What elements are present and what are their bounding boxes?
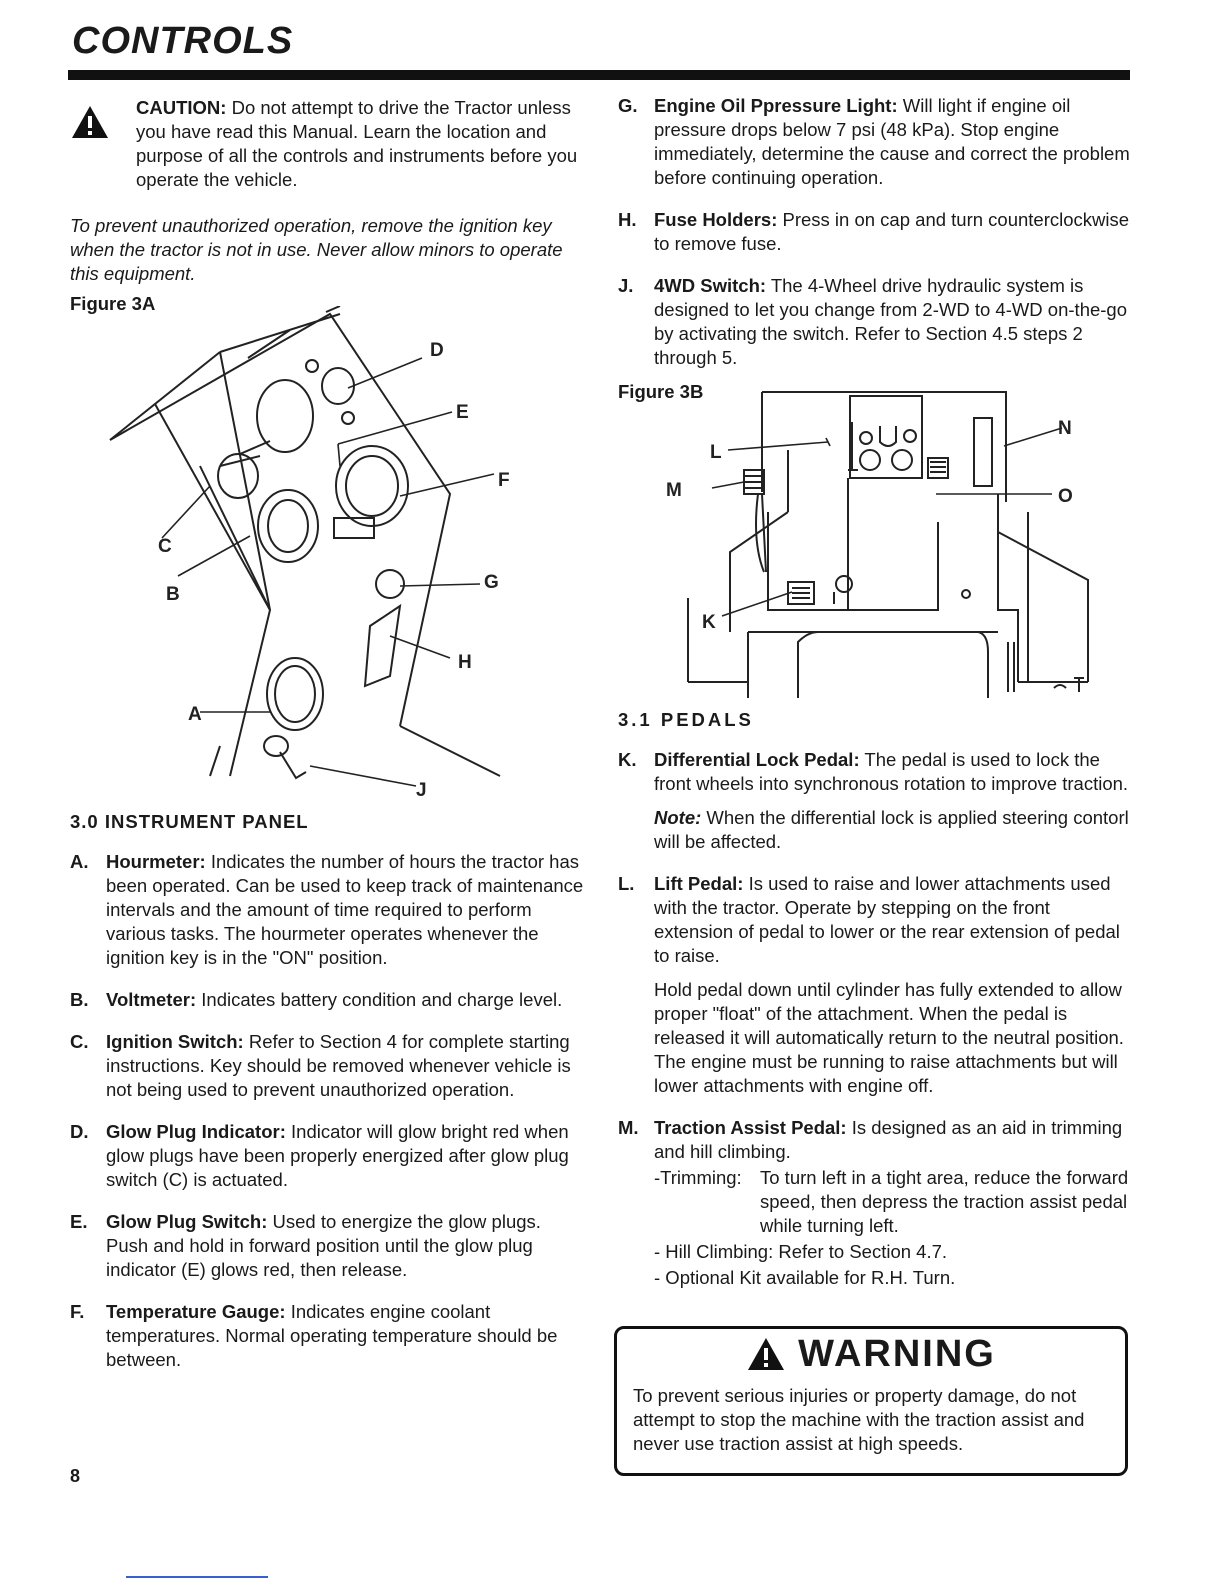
footer-line [126, 1576, 268, 1578]
optional-kit-row: - Optional Kit available for R.H. Turn. [654, 1267, 956, 1288]
item-a: A. Hourmeter: Indicates the number of hours the tractor has been operated. Can be used to keep track of maintenance intervals and the amount of time required to perform various tasks. The hourmeter operates whenever the ignition key is in the "ON" position. [70, 851, 584, 968]
trimming-row: -Trimming: To turn left in a tight area, reduce the forward speed, then depress the traction assist pedal while turning left. [654, 1167, 1129, 1236]
caution-block [70, 96, 586, 192]
warning-header [617, 1333, 1125, 1376]
warning-box [614, 1326, 1128, 1476]
callout-l: L [710, 442, 722, 463]
item-l: L. Lift Pedal: Is used to raise and lower attachments used with the tractor. Operate by stepping on the front extension of pedal to lower or the rear extension of pedal to raise. Hold pedal down until cylinder has fully extended to allow proper "float" of the attachment. When the pedal is released it will automatically return to the neutral position. The engine must be running to raise attachments but will lower attachments with engine off. [618, 873, 1124, 1096]
callout-n: N [1058, 418, 1072, 439]
hill-climbing-row: - Hill Climbing: Refer to Section 4.7. [654, 1241, 948, 1262]
pedals-drawing [618, 382, 1130, 700]
item-j: J. 4WD Switch: The 4-Wheel drive hydraulic system is designed to let you change from 2-WD to 4-WD on-the-go by activating the switch. Refer to Section 4.5 steps 2 through 5. [618, 275, 1128, 368]
callout-e: E [456, 402, 469, 423]
caution-label: CAUTION: [136, 97, 227, 118]
callout-g: G [484, 572, 499, 593]
callout-m: M [666, 480, 682, 501]
item-c: C. Ignition Switch: Refer to Section 4 for complete starting instructions. Key should be removed whenever vehicle is not being used to prevent unauthorized operation. [70, 1031, 571, 1100]
right-column [618, 94, 1130, 1308]
callout-a: A [188, 704, 202, 725]
note-label: Note: [654, 807, 702, 828]
caution-icon [70, 96, 136, 192]
callout-o: O [1058, 486, 1073, 507]
warning-title: WARNING [798, 1333, 996, 1375]
warning-icon [746, 1336, 786, 1372]
figure-3b-label: Figure 3B [618, 381, 704, 402]
item-f: F. Temperature Gauge: Indicates engine coolant temperatures. Normal operating temperature should be between. [70, 1301, 558, 1370]
section-instrument-panel: 3.0 INSTRUMENT PANEL [70, 811, 309, 832]
instrument-panel-drawing [70, 306, 586, 796]
item-m: M. Traction Assist Pedal: Is designed as an aid in trimming and hill climbing. -Trimming: To turn left in a tight area, reduce the forward speed, then depress the traction assist pedal while turning left. - Hill Climbing: Refer to Section 4.7. - Optional Kit available for R.H. Turn. [618, 1117, 1129, 1288]
item-b: B. Voltmeter: Indicates battery condition and charge level. [70, 989, 563, 1010]
warning-text: To prevent serious injuries or property damage, do not attempt to stop the machine with the traction assist and never use traction assist at high speeds. [633, 1385, 1085, 1454]
item-e: E. Glow Plug Switch: Used to energize the glow plugs. Push and hold in forward position until the glow plug indicator (E) glows red, then release. [70, 1211, 541, 1280]
callout-f: F [498, 470, 510, 491]
callout-j: J [416, 780, 427, 796]
figure-3a-diagram [70, 306, 586, 796]
item-d: D. Glow Plug Indicator: Indicator will glow bright red when glow plugs have been properly energized after glow plug switch (C) is actuated. [70, 1121, 569, 1190]
figure-3b-diagram [618, 382, 1130, 700]
callout-h: H [458, 652, 472, 673]
left-column [70, 94, 586, 1390]
unauthorized-note: To prevent unauthorized operation, remove the ignition key when the tractor is not in use. Never allow minors to operate this equipment. [70, 215, 563, 284]
item-h: H. Fuse Holders: Press in on cap and turn counterclockwise to remove fuse. [618, 209, 1130, 254]
callout-b: B [166, 584, 180, 605]
figure-3a-label: Figure 3A [70, 293, 156, 314]
caution-text: CAUTION: Do not attempt to drive the Tractor unless you have read this Manual. Learn the location and purpose of all the controls and instruments before you operate the vehicle. [136, 97, 578, 190]
page-number: 8 [70, 1466, 81, 1486]
callout-k: K [702, 612, 716, 633]
section-pedals: 3.1 PEDALS [618, 709, 754, 730]
callout-d: D [430, 340, 444, 361]
callout-c: C [158, 536, 172, 557]
header-rule [68, 70, 1130, 80]
item-g: G. Engine Oil Ppressure Light: Will light if engine oil pressure drops below 7 psi (48 kPa). Stop engine immediately, determine the cause and correct the problem before continuing operation. [618, 95, 1130, 188]
item-k: K. Differential Lock Pedal: The pedal is used to lock the front wheels into synchronous rotation to improve traction. Note: When the differential lock is applied steering contorl will be affected. [618, 749, 1129, 852]
page-title: CONTROLS [72, 20, 294, 62]
